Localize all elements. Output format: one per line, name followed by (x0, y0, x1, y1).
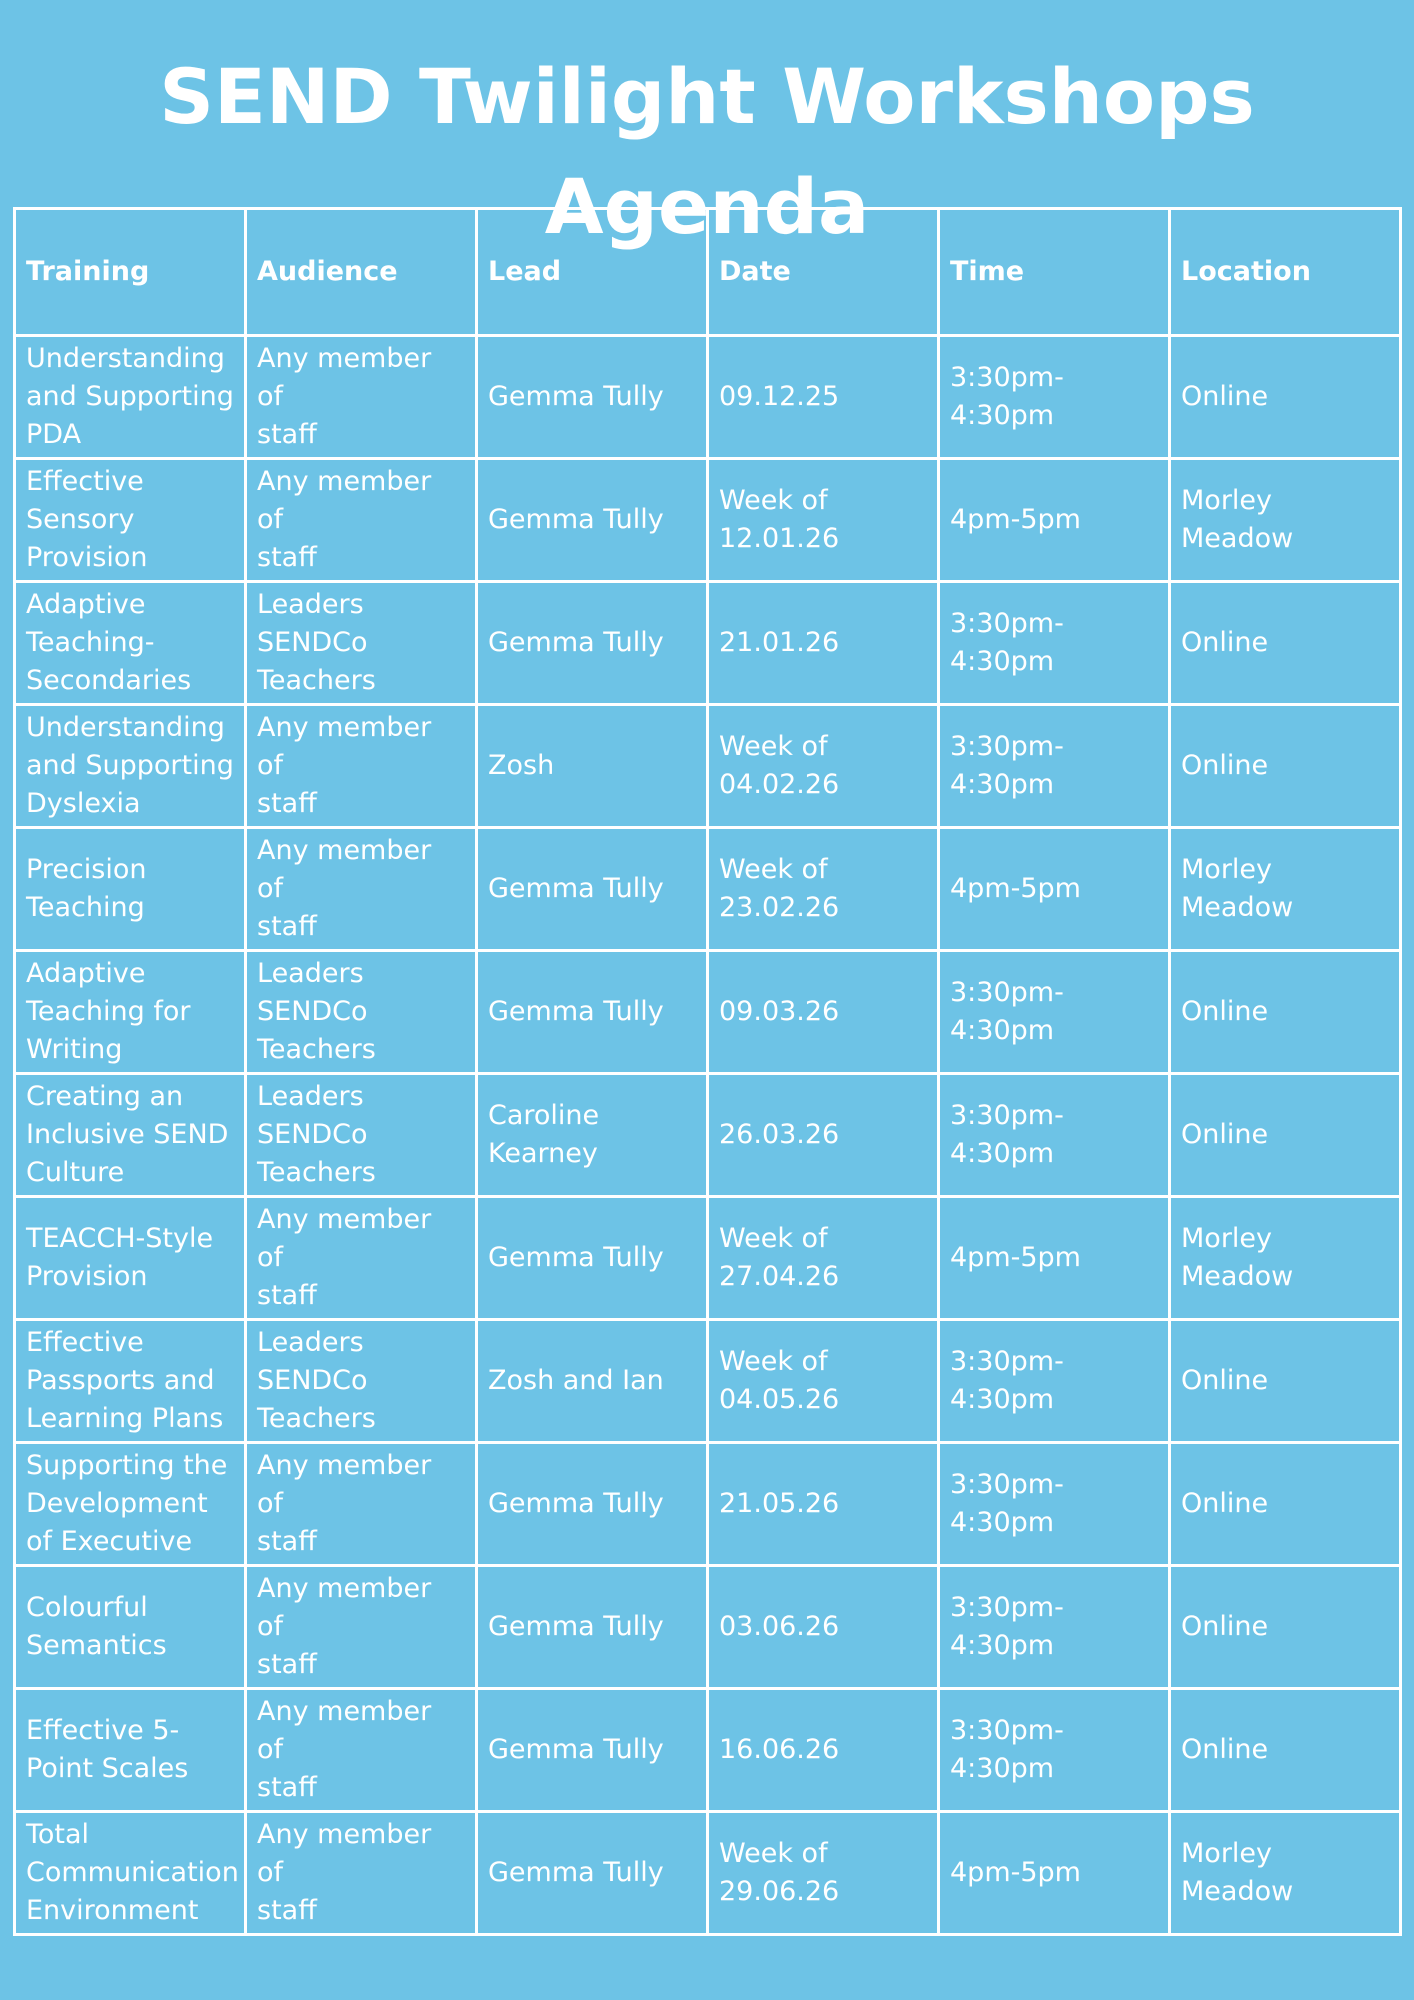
cell-lead: Zosh and Ian (477, 1320, 708, 1443)
cell-training: Understanding and Supporting PDA (15, 336, 246, 459)
cell-date: Week of 04.05.26 (708, 1320, 939, 1443)
header-lead: Lead (477, 209, 708, 336)
cell-audience: Leaders SENDCo Teachers (246, 1320, 477, 1443)
cell-training: Precision Teaching (15, 828, 246, 951)
cell-location: Online (1170, 1074, 1401, 1197)
cell-location: Morley Meadow (1170, 828, 1401, 951)
cell-training: Adaptive Teaching for Writing (15, 951, 246, 1074)
page-title: SEND Twilight Workshops Agenda (159, 52, 1255, 251)
table-row (15, 1566, 1401, 1689)
cell-time: 3:30pm- 4:30pm (939, 336, 1170, 459)
cell-audience: Leaders SENDCo Teachers (246, 1074, 477, 1197)
cell-time: 4pm-5pm (939, 1197, 1170, 1320)
table-row (15, 582, 1401, 705)
cell-training: Supporting the Development of Executive (15, 1443, 246, 1566)
agenda-table (13, 207, 1402, 1936)
cell-date: Week of 04.02.26 (708, 705, 939, 828)
cell-audience: Any member of staff (246, 1443, 477, 1566)
cell-lead: Gemma Tully (477, 582, 708, 705)
cell-date: 26.03.26 (708, 1074, 939, 1197)
cell-date: 09.12.25 (708, 336, 939, 459)
cell-lead: Gemma Tully (477, 1812, 708, 1935)
cell-time: 4pm-5pm (939, 459, 1170, 582)
header-audience: Audience (246, 209, 477, 336)
table-row (15, 336, 1401, 459)
cell-location: Online (1170, 1689, 1401, 1812)
cell-location: Online (1170, 705, 1401, 828)
cell-audience: Any member of staff (246, 336, 477, 459)
cell-time: 3:30pm- 4:30pm (939, 951, 1170, 1074)
cell-date: 21.05.26 (708, 1443, 939, 1566)
cell-location: Online (1170, 336, 1401, 459)
table-row (15, 1812, 1401, 1935)
table-body (15, 336, 1401, 1935)
cell-location: Morley Meadow (1170, 1197, 1401, 1320)
cell-time: 3:30pm- 4:30pm (939, 1443, 1170, 1566)
cell-lead: Gemma Tully (477, 1689, 708, 1812)
table-row (15, 951, 1401, 1074)
cell-audience: Any member of staff (246, 1812, 477, 1935)
cell-training: Effective Sensory Provision (15, 459, 246, 582)
cell-audience: Any member of staff (246, 828, 477, 951)
cell-time: 4pm-5pm (939, 828, 1170, 951)
table-row (15, 828, 1401, 951)
cell-training: Adaptive Teaching- Secondaries (15, 582, 246, 705)
cell-date: Week of 23.02.26 (708, 828, 939, 951)
cell-training: Effective Passports and Learning Plans (15, 1320, 246, 1443)
cell-time: 4pm-5pm (939, 1812, 1170, 1935)
table-row (15, 1074, 1401, 1197)
cell-time: 3:30pm- 4:30pm (939, 1566, 1170, 1689)
cell-training: Creating an Inclusive SEND Culture (15, 1074, 246, 1197)
cell-date: 21.01.26 (708, 582, 939, 705)
cell-audience: Any member of staff (246, 1197, 477, 1320)
cell-training: Colourful Semantics (15, 1566, 246, 1689)
table-row (15, 1320, 1401, 1443)
cell-location: Online (1170, 1443, 1401, 1566)
cell-lead: Gemma Tully (477, 828, 708, 951)
header-time: Time (939, 209, 1170, 336)
cell-location: Online (1170, 951, 1401, 1074)
cell-time: 3:30pm- 4:30pm (939, 582, 1170, 705)
header-training: Training (15, 209, 246, 336)
table-row (15, 1689, 1401, 1812)
cell-lead: Gemma Tully (477, 336, 708, 459)
table-row (15, 1443, 1401, 1566)
cell-lead: Gemma Tully (477, 951, 708, 1074)
cell-audience: Any member of staff (246, 459, 477, 582)
cell-audience: Any member of staff (246, 1689, 477, 1812)
header-row (15, 209, 1401, 336)
cell-lead: Zosh (477, 705, 708, 828)
cell-lead: Gemma Tully (477, 1197, 708, 1320)
cell-location: Online (1170, 1320, 1401, 1443)
cell-training: Total Communication Environment (15, 1812, 246, 1935)
cell-time: 3:30pm- 4:30pm (939, 1074, 1170, 1197)
cell-date: Week of 29.06.26 (708, 1812, 939, 1935)
cell-date: 09.03.26 (708, 951, 939, 1074)
cell-date: 03.06.26 (708, 1566, 939, 1689)
cell-location: Morley Meadow (1170, 1812, 1401, 1935)
cell-lead: Gemma Tully (477, 1566, 708, 1689)
cell-time: 3:30pm- 4:30pm (939, 1689, 1170, 1812)
cell-training: Understanding and Supporting Dyslexia (15, 705, 246, 828)
table-header (15, 209, 1401, 336)
table-row (15, 459, 1401, 582)
cell-training: TEACCH-Style Provision (15, 1197, 246, 1320)
cell-time: 3:30pm- 4:30pm (939, 1320, 1170, 1443)
cell-training: Effective 5- Point Scales (15, 1689, 246, 1812)
cell-lead: Gemma Tully (477, 1443, 708, 1566)
cell-location: Online (1170, 582, 1401, 705)
cell-date: 16.06.26 (708, 1689, 939, 1812)
header-location: Location (1170, 209, 1401, 336)
cell-time: 3:30pm- 4:30pm (939, 705, 1170, 828)
cell-location: Morley Meadow (1170, 459, 1401, 582)
cell-lead: Gemma Tully (477, 459, 708, 582)
cell-audience: Leaders SENDCo Teachers (246, 951, 477, 1074)
cell-audience: Any member of staff (246, 1566, 477, 1689)
cell-location: Online (1170, 1566, 1401, 1689)
cell-date: Week of 27.04.26 (708, 1197, 939, 1320)
cell-lead: Caroline Kearney (477, 1074, 708, 1197)
cell-audience: Any member of staff (246, 705, 477, 828)
table-row (15, 1197, 1401, 1320)
cell-audience: Leaders SENDCo Teachers (246, 582, 477, 705)
cell-date: Week of 12.01.26 (708, 459, 939, 582)
header-date: Date (708, 209, 939, 336)
table-row (15, 705, 1401, 828)
